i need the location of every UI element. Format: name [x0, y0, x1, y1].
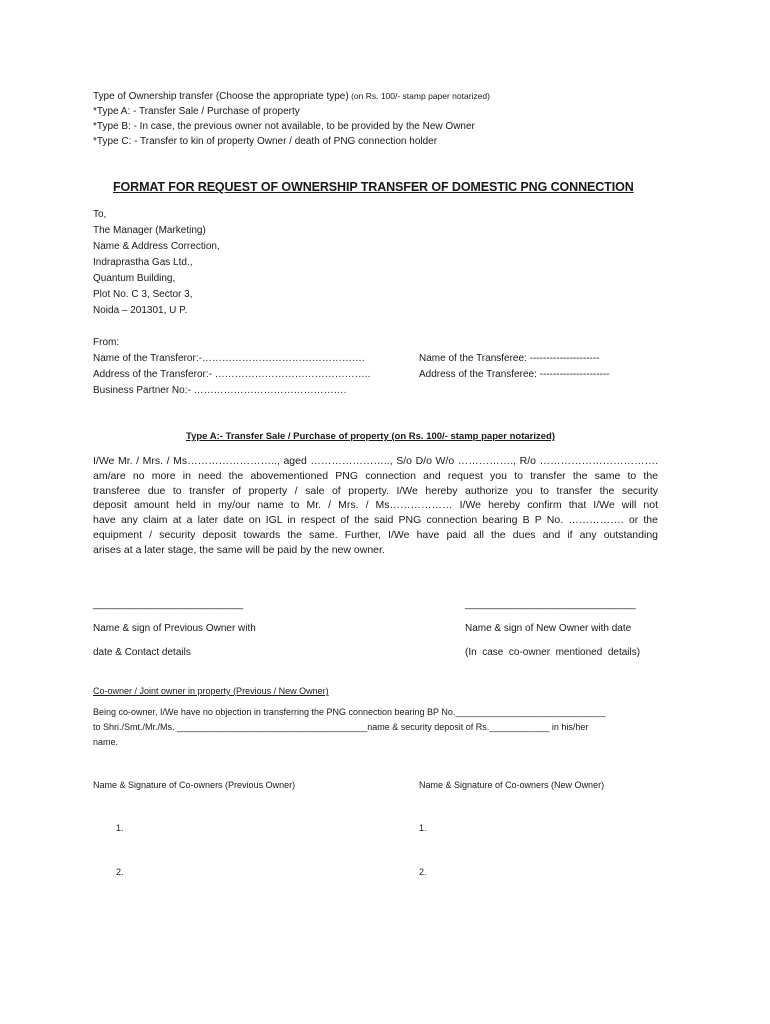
type-a-paragraph: [93, 454, 658, 558]
address-to: To,: [93, 209, 107, 220]
address-line-3: Indraprastha Gas Ltd.,: [93, 257, 193, 268]
new-owner-label: Name & sign of New Owner with date: [465, 623, 632, 634]
previous-owner-signature-line: _____________________________: [93, 599, 243, 610]
paragraph-line: have any claim at a later date on IGL in respect of the said PNG connection bearing B P No. ……………. or the: [93, 514, 658, 527]
type-a-note: *Type A: - Transfer Sale / Purchase of property: [93, 106, 300, 117]
previous-owner-label: Name & sign of Previous Owner with: [93, 623, 256, 634]
transferee-address-field: Address of the Transferee: ---------------------: [419, 369, 610, 380]
address-line-6: Noida – 201301, U P.: [93, 305, 188, 316]
transferor-address-field: Address of the Transferor:- ………………………………………..: [93, 369, 371, 380]
coowner-line-2: to Shri./Smt./Mr./Ms. ______________________________________name & security deposit of Rs.____________ in his/her: [93, 722, 589, 732]
coowner-line-3: name.: [93, 737, 119, 747]
coowner-heading: Co-owner / Joint owner in property (Previous / New Owner): [93, 686, 329, 696]
new-owner-signature-line: _________________________________: [465, 599, 636, 610]
paragraph-line: am/are no more in need the abovementioned PNG connection and request you to transfer the same to the: [93, 469, 658, 482]
transferee-name-field: Name of the Transferee: ---------------------: [419, 353, 600, 364]
type-b-note: *Type B: - In case, the previous owner not available, to be provided by the New Owner: [93, 121, 475, 132]
paragraph-line: I/We Mr. / Mrs. / Ms…………………….., aged ………………….., S/o D/o W/o ……………., R/o …………………………….: [93, 455, 658, 467]
address-line-5: Plot No. C 3, Sector 3,: [93, 289, 193, 300]
transferor-name-field: Name of the Transferor:-………………………………………….: [93, 353, 365, 364]
coowner-line-1: Being co-owner, I/We have no objection in transferring the PNG connection bearing BP No.______________________________: [93, 707, 606, 717]
coowner-new-item-1: 1.: [419, 823, 427, 833]
paragraph-line: arises at a later stage, the same will be paid by the new owner.: [93, 543, 385, 556]
previous-owner-contact-label: date & Contact details: [93, 647, 191, 658]
from-label: From:: [93, 337, 120, 348]
paragraph-line: transferee due to transfer of property / sale of property. I/We hereby authorize you to transfer the security: [93, 484, 658, 497]
coowner-previous-item-2: 2.: [116, 867, 124, 877]
paragraph-line: equipment / security deposit towards the same. Further, I/We have paid all the dues and if any outstanding: [93, 528, 658, 541]
new-owner-coowner-note: (In case co-owner mentioned details): [465, 647, 641, 658]
coowner-previous-item-1: 1.: [116, 823, 124, 833]
document-title: FORMAT FOR REQUEST OF OWNERSHIP TRANSFER OF DOMESTIC PNG CONNECTION: [113, 180, 634, 194]
type-c-note: *Type C: - Transfer to kin of property Owner / death of PNG connection holder: [93, 136, 438, 147]
address-line-2: Name & Address Correction,: [93, 241, 220, 252]
business-partner-field: Business Partner No:- ……………………………………….: [93, 385, 347, 396]
coowner-new-label: Name & Signature of Co-owners (New Owner): [419, 780, 605, 790]
intro-main: Type of Ownership transfer (Choose the appropriate type): [93, 91, 349, 102]
type-a-heading: Type A:- Transfer Sale / Purchase of property (on Rs. 100/- stamp paper notarized): [186, 431, 556, 442]
address-line-4: Quantum Building,: [93, 273, 176, 284]
coowner-new-item-2: 2.: [419, 867, 427, 877]
intro-stamp-note: (on Rs. 100/- stamp paper notarized): [348, 91, 490, 101]
ownership-type-intro: [93, 89, 490, 104]
paragraph-line: deposit amount held in my/our name to Mr. / Mrs. / Ms……………… I/We hereby confirm that I/We will not: [93, 499, 658, 512]
coowner-previous-label: Name & Signature of Co-owners (Previous Owner): [93, 780, 296, 790]
address-line-1: The Manager (Marketing): [93, 225, 206, 236]
